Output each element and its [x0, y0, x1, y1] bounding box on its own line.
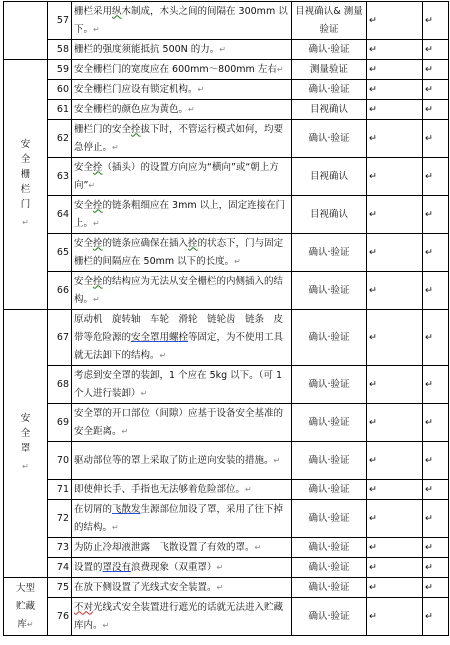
row-verification: 确认·验证	[292, 442, 367, 480]
row-requirement: 不对光线式安全装置进行遮光的话就无法进入贮藏库内。↵	[72, 598, 292, 636]
row-requirement: 安全拴的链条粗细应在 3mm 以上，固定连接在门上。↵	[72, 196, 292, 234]
row-result: ↵	[367, 558, 423, 578]
row-verification: 确认·验证	[292, 272, 367, 310]
row-result: ↵	[367, 272, 423, 310]
table-row	[4, 404, 449, 442]
table-row	[4, 310, 449, 366]
row-result: ↵	[367, 366, 423, 404]
row-number: 62	[48, 120, 72, 158]
table-row	[4, 558, 449, 578]
row-requirement: 在放下侧设置了光线式安全装置。↵	[72, 578, 292, 598]
row-note: ↵	[423, 60, 449, 80]
row-verification: 确认·验证	[292, 598, 367, 636]
row-number: 72	[48, 500, 72, 538]
row-requirement: 在切屑的飞散发生源部位加设了罩，采用了往下掉的结构。↵	[72, 500, 292, 538]
table-row	[4, 272, 449, 310]
row-note: ↵	[423, 310, 449, 366]
row-note: ↵	[423, 120, 449, 158]
row-requirement: 安全栅栏门的宽度应在 600mm～800mm 左右↵	[72, 60, 292, 80]
row-note: ↵	[423, 158, 449, 196]
row-note: ↵	[423, 272, 449, 310]
row-note: ↵	[423, 196, 449, 234]
section-cell-top	[4, 2, 48, 60]
row-verification: 目视确认	[292, 100, 367, 120]
table-row	[4, 40, 449, 60]
row-requirement: 安全拴（插头）的设置方向应为“横向”或“朝上方向”↵	[72, 158, 292, 196]
row-note: ↵	[423, 598, 449, 636]
table-row	[4, 158, 449, 196]
row-note: ↵	[423, 538, 449, 558]
row-result: ↵	[367, 40, 423, 60]
row-note: ↵	[423, 234, 449, 272]
row-verification: 确认·验证	[292, 500, 367, 538]
row-result: ↵	[367, 120, 423, 158]
row-requirement: 设置的罩没有浪费现象（双重罩）↵	[72, 558, 292, 578]
row-number: 68	[48, 366, 72, 404]
row-result: ↵	[367, 310, 423, 366]
row-requirement: 原动机 旋转轴 车轮 滑轮 链轮齿 链条 皮带等危险源的安全罩用螺栓等固定，为不使用工具就无法卸下的结构。↵	[72, 310, 292, 366]
row-result: ↵	[367, 80, 423, 100]
table-row	[4, 598, 449, 636]
row-result: ↵	[367, 196, 423, 234]
row-number: 58	[48, 40, 72, 60]
row-requirement: 驱动部位等的罩上采取了防止逆向安装的措施。↵	[72, 442, 292, 480]
row-number: 60	[48, 80, 72, 100]
row-result: ↵	[367, 234, 423, 272]
row-note: ↵	[423, 80, 449, 100]
row-result: ↵	[367, 578, 423, 598]
row-note: ↵	[423, 2, 449, 40]
row-note: ↵	[423, 40, 449, 60]
checklist-table	[3, 1, 449, 636]
row-note: ↵	[423, 558, 449, 578]
row-verification: 确认·验证	[292, 310, 367, 366]
row-verification: 确认·验证	[292, 366, 367, 404]
row-verification: 确认·验证	[292, 40, 367, 60]
row-note: ↵	[423, 500, 449, 538]
section-cell-safety-gate: 安全栅栏门 ↵	[4, 60, 48, 310]
row-number: 63	[48, 158, 72, 196]
row-requirement: 安全罩的开口部位（间隙）应基于设备安全基准的安全距离。↵	[72, 404, 292, 442]
row-number: 76	[48, 598, 72, 636]
row-number: 75	[48, 578, 72, 598]
row-number: 59	[48, 60, 72, 80]
row-result: ↵	[367, 2, 423, 40]
table-row	[4, 500, 449, 538]
row-number: 74	[48, 558, 72, 578]
row-number: 66	[48, 272, 72, 310]
table-row	[4, 480, 449, 500]
row-requirement: 安全栅栏门应设有锁定机构。↵	[72, 80, 292, 100]
table-row	[4, 442, 449, 480]
row-number: 65	[48, 234, 72, 272]
row-verification: 确认·验证	[292, 480, 367, 500]
table-row	[4, 80, 449, 100]
row-number: 67	[48, 310, 72, 366]
row-verification: 目视确认& 测量验证	[292, 2, 367, 40]
table-row	[4, 60, 449, 80]
table-row	[4, 120, 449, 158]
table-row	[4, 100, 449, 120]
row-number: 64	[48, 196, 72, 234]
row-verification: 测量验证	[292, 60, 367, 80]
table-row	[4, 578, 449, 598]
row-verification: 目视确认	[292, 196, 367, 234]
table-row	[4, 196, 449, 234]
row-result: ↵	[367, 60, 423, 80]
row-result: ↵	[367, 500, 423, 538]
row-verification: 目视确认	[292, 158, 367, 196]
row-requirement: 栅栏门的安全拴拔下时，不管运行模式如何，均要急停止。↵	[72, 120, 292, 158]
row-verification: 确认·验证	[292, 234, 367, 272]
row-note: ↵	[423, 442, 449, 480]
row-note: ↵	[423, 578, 449, 598]
row-verification: 确认·验证	[292, 80, 367, 100]
row-note: ↵	[423, 100, 449, 120]
row-number: 70	[48, 442, 72, 480]
row-verification: 确认·验证	[292, 578, 367, 598]
row-verification: 确认·验证	[292, 404, 367, 442]
row-number: 73	[48, 538, 72, 558]
row-note: ↵	[423, 480, 449, 500]
row-note: ↵	[423, 404, 449, 442]
section-cell-storage: 大型 贮藏 库↵	[4, 578, 48, 636]
row-result: ↵	[367, 538, 423, 558]
table-row	[4, 234, 449, 272]
row-requirement: 考虑到安全罩的装卸，1 个应在 5kg 以下。（可 1 个人进行装卸）↵	[72, 366, 292, 404]
table-row	[4, 538, 449, 558]
row-result: ↵	[367, 442, 423, 480]
row-requirement: 栅栏采用纵木制成，木头之间的间隔在 300mm 以下。↵	[72, 2, 292, 40]
row-number: 71	[48, 480, 72, 500]
row-result: ↵	[367, 158, 423, 196]
row-requirement: 安全拴的链条应确保在插入拴的状态下，门与固定栅栏的间隔应在 50mm 以下的长度。↵	[72, 234, 292, 272]
row-result: ↵	[367, 480, 423, 500]
row-number: 61	[48, 100, 72, 120]
row-requirement: 安全栅栏的颜色应为黄色。↵	[72, 100, 292, 120]
row-requirement: 即使伸长手、手指也无法够着危险部位。↵	[72, 480, 292, 500]
row-result: ↵	[367, 598, 423, 636]
row-requirement: 安全拴的结构应为无法从安全栅栏的内侧插入的结构。↵	[72, 272, 292, 310]
row-note: ↵	[423, 366, 449, 404]
section-cell-safety-guard: 安全罩 ↵	[4, 310, 48, 578]
row-requirement: 为防止冷却液泄露 飞散设置了有效的罩。↵	[72, 538, 292, 558]
row-verification: 确认·验证	[292, 538, 367, 558]
row-result: ↵	[367, 100, 423, 120]
row-result: ↵	[367, 404, 423, 442]
row-verification: 确认·验证	[292, 558, 367, 578]
table-row	[4, 366, 449, 404]
row-number: 57	[48, 2, 72, 40]
table-row	[4, 2, 449, 40]
row-requirement: 栅栏的强度须能抵抗 500N 的力。↵	[72, 40, 292, 60]
row-number: 69	[48, 404, 72, 442]
row-verification: 确认·验证	[292, 120, 367, 158]
